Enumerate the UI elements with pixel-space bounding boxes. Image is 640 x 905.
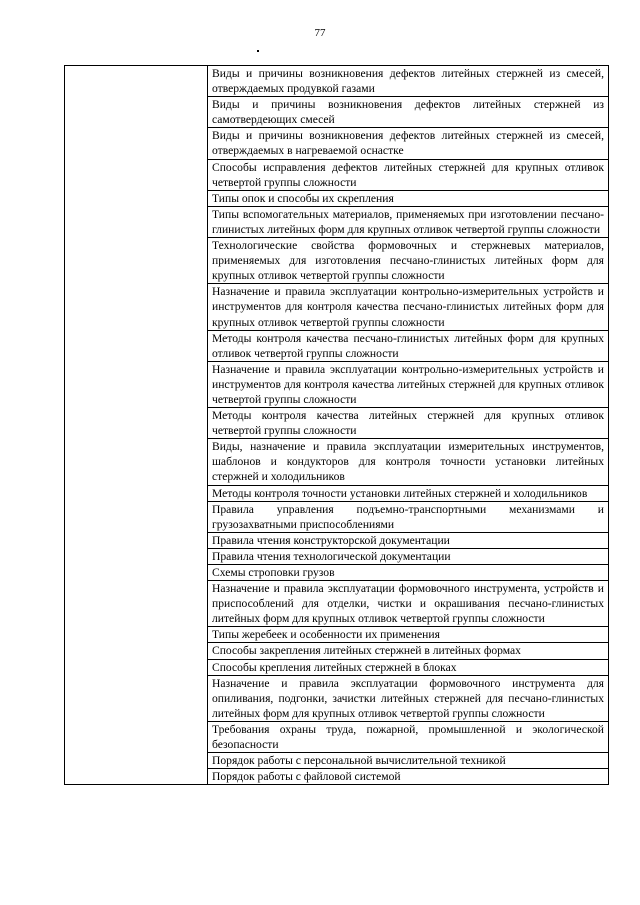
knowledge-table	[64, 65, 609, 785]
stray-mark	[257, 50, 259, 52]
table-cell: Назначение и правила эксплуатации контрольно-измерительных устройств и инструментов для контроля качества песчано-глинистых литейных форм для крупных отливок четвертой группы сложности	[208, 284, 609, 330]
table-cell: Назначение и правила эксплуатации контрольно-измерительных устройств и инструментов для контроля качества литейных стержней для крупных отливок четвертой группы сложности	[208, 361, 609, 407]
table-cell: Правила чтения конструкторской документации	[208, 532, 609, 548]
table-cell: Методы контроля качества песчано-глинистых литейных форм для крупных отливок четвертой группы сложности	[208, 330, 609, 361]
table-cell: Виды и причины возникновения дефектов литейных стержней из смесей, отверждаемых продувкой газами	[208, 66, 609, 97]
table-cell: Назначение и правила эксплуатации формовочного инструмента для опиливания, подгонки, зачистки литейных стержней для песчано-глинистых литейных форм для крупных отливок четвертой группы сложности	[208, 675, 609, 721]
table-cell: Схемы строповки грузов	[208, 565, 609, 581]
table-cell: Методы контроля качества литейных стержней для крупных отливок четвертой группы сложности	[208, 408, 609, 439]
table-row	[65, 66, 609, 97]
table-cell: Виды и причины возникновения дефектов литейных стержней из смесей, отверждаемых в нагреваемой оснастке	[208, 128, 609, 159]
table-cell: Способы закрепления литейных стержней в литейных формах	[208, 643, 609, 659]
table-cell: Виды и причины возникновения дефектов литейных стержней из самотвердеющих смесей	[208, 97, 609, 128]
table-cell: Методы контроля точности установки литейных стержней и холодильников	[208, 485, 609, 501]
table-cell: Способы исправления дефектов литейных стержней для крупных отливок четвертой группы сложности	[208, 159, 609, 190]
table-cell: Назначение и правила эксплуатации формовочного инструмента, устройств и приспособлений для отделки, чистки и окрашивания песчано-глинистых литейных форм для крупных отливок четвертой группы сложности	[208, 581, 609, 627]
table-cell: Типы опок и способы их скрепления	[208, 190, 609, 206]
table-cell: Способы крепления литейных стержней в блоках	[208, 659, 609, 675]
table-cell: Порядок работы с персональной вычислительной техникой	[208, 753, 609, 769]
table-cell: Порядок работы с файловой системой	[208, 769, 609, 785]
table-cell: Правила чтения технологической документации	[208, 548, 609, 564]
table-cell: Виды, назначение и правила эксплуатации измерительных инструментов, шаблонов и кондукторов для контроля точности установки литейных стержней и холодильников	[208, 439, 609, 485]
table-cell: Типы вспомогательных материалов, применяемых при изготовлении песчано-глинистых литейных форм для крупных отливок четвертой группы сложности	[208, 206, 609, 237]
page-number: 77	[314, 27, 326, 39]
table-cell: Типы жеребеек и особенности их применения	[208, 627, 609, 643]
table-cell: Правила управления подъемно-транспортными механизмами и грузозахватными приспособлениями	[208, 501, 609, 532]
table-cell: Требования охраны труда, пожарной, промышленной и экологической безопасности	[208, 721, 609, 752]
empty-left-column	[65, 66, 208, 785]
table-cell: Технологические свойства формовочных и стержневых материалов, применяемых для изготовления песчано-глинистых литейных форм для крупных отливок четвертой группы сложности	[208, 238, 609, 284]
